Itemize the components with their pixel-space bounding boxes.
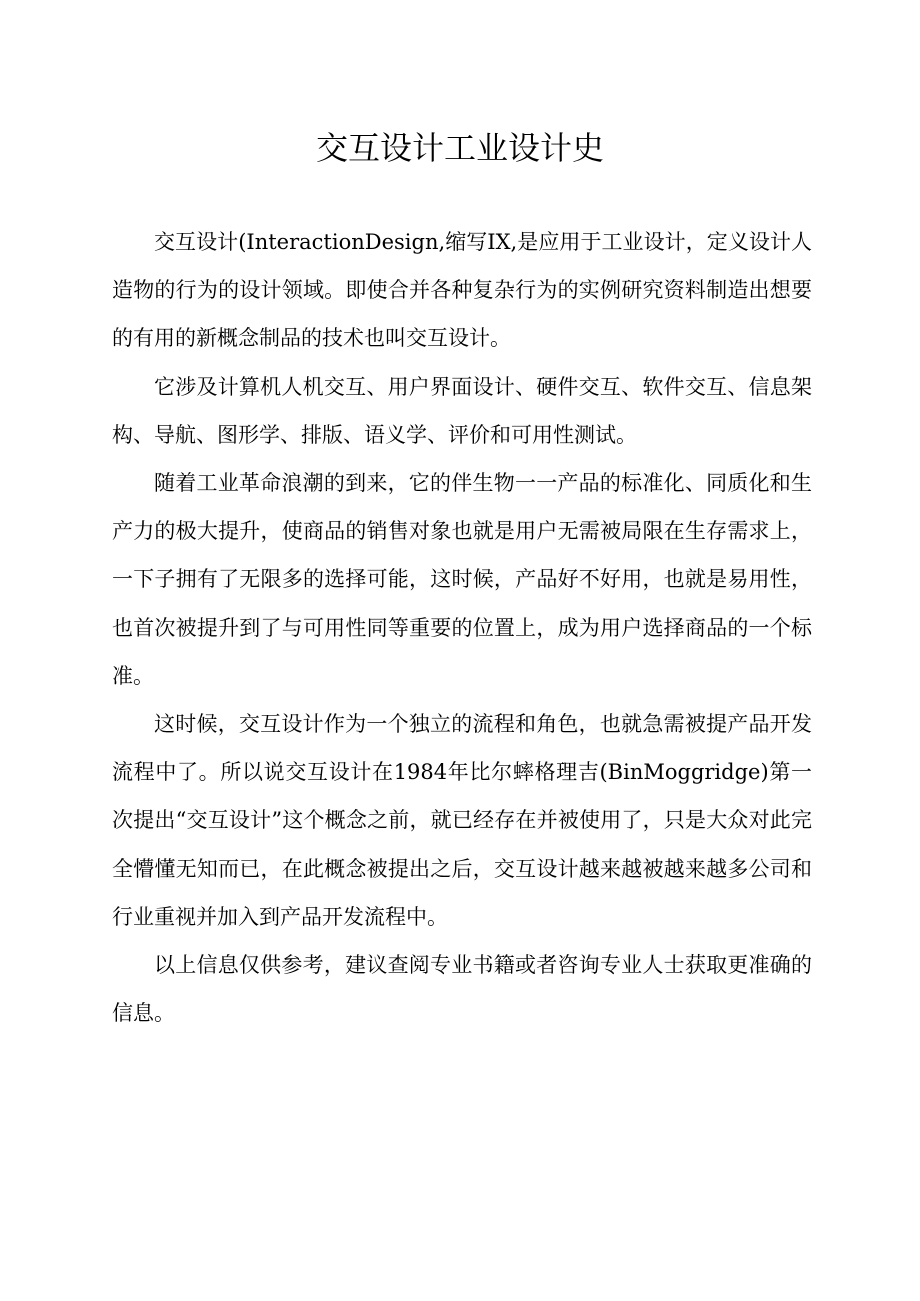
paragraph-industrial-revolution: 随着工业革命浪潮的到来，它的伴生物一一产品的标准化、同质化和生产力的极大提升，使商品的销售对象也就是用户无需被局限在生存需求上，一下子拥有了无限多的选择可能，这时候，产品好不好用，也就是易用性，也首次被提升到了与可用性同等重要的位置上，成为用户选择商品的一个标准。 (112, 471, 812, 688)
paragraph-history: 这时候，交互设计作为一个独立的流程和角色，也就急需被提产品开发流程中了。所以说交互设计在1984年比尔蟀格理吉(BinMoggridge)第一次提出“交互设计”这个概念之前，就已经存在并被使用了，只是大众对此完全懵懂无知而已，在此概念被提出之后，交互设计越来越被越来越多公司和行业重视并加入到产品开发流程中。 (112, 712, 812, 929)
paragraph-scope: 它涉及计算机人机交互、用户界面设计、硬件交互、软件交互、信息架构、导航、图形学、排版、语义学、评价和可用性测试。 (112, 374, 812, 447)
paragraph-definition: 交互设计(InteractionDesign,缩写IX,是应用于工业设计，定义设计人造物的行为的设计领域。即使合并各种复杂行为的实例研究资料制造出想要的有用的新概念制品的技术也叫交互设计。 (112, 230, 812, 351)
page-title: 交互设计工业设计史 (315, 129, 604, 167)
paragraph-disclaimer: 以上信息仅供参考，建议查阅专业书籍或者咨询专业人士获取更准确的信息。 (112, 953, 812, 1026)
document-body (112, 218, 812, 1037)
